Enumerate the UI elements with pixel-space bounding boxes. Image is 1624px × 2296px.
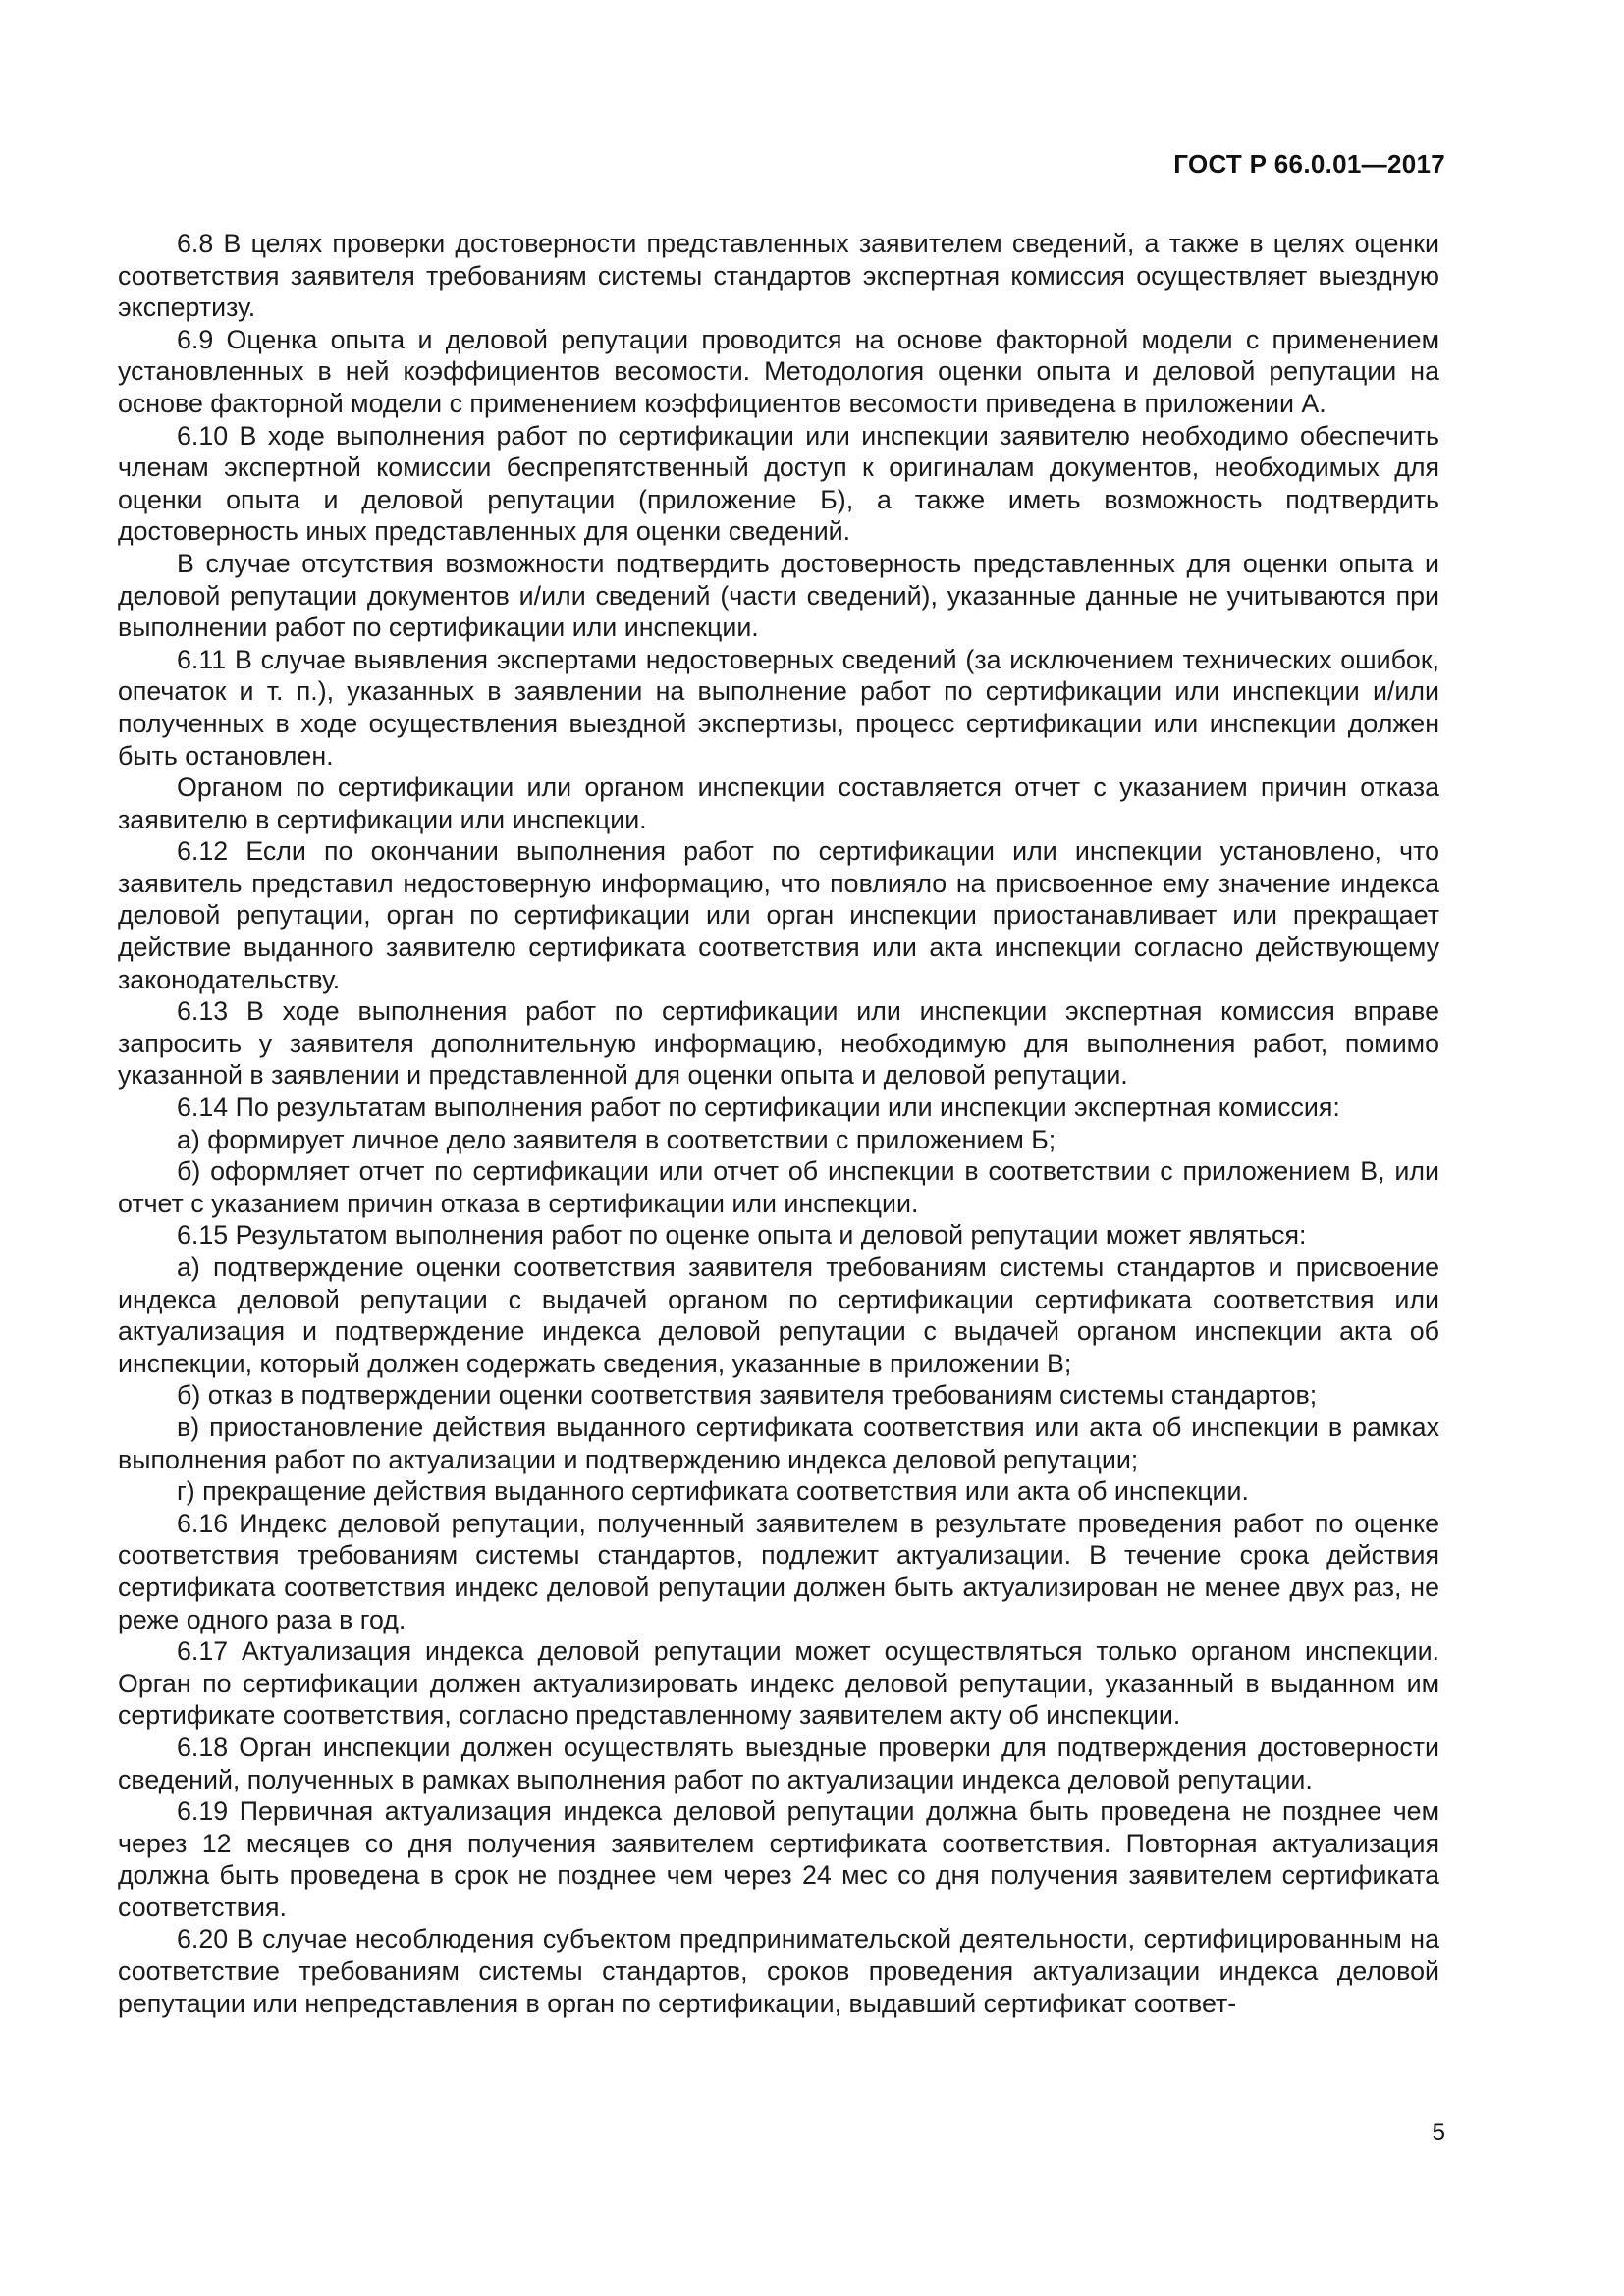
paragraph-6-15: 6.15 Результатом выполнения работ по оценке опыта и деловой репутации может являться: bbox=[177, 1220, 1307, 1251]
paragraph-6-9: 6.9 Оценка опыта и деловой репутации проводится на основе факторной модели с применением установленных в ней коэффициентов весомости. Методология оценки опыта и деловой репутации на основе факторной модели с применением коэффициентов весомости приведена в приложении А. bbox=[118, 324, 1439, 418]
paragraph-6-12: 6.12 Если по окончании выполнения работ по сертификации или инспекции установлено, что заявитель представил недостоверную информацию, что повлияло на присвоенное ему значение индекса деловой репутации, орган по сертификации или орган инспекции приостанавливает или прекращает действие выданного заявителю сертификата соответствия или акта инспекции согласно действующему законодательству. bbox=[118, 836, 1439, 994]
standard-code-header: ГОСТ Р 66.0.01—2017 bbox=[1173, 149, 1445, 179]
paragraph-6-18: 6.18 Орган инспекции должен осуществлять выездные проверки для подтверждения достоверности сведений, полученных в рамках выполнения работ по актуализации индекса деловой репутации. bbox=[118, 1732, 1439, 1794]
paragraph-6-14: 6.14 По результатам выполнения работ по сертификации или инспекции экспертная комиссия: bbox=[177, 1093, 1340, 1123]
list-item-6-15-a: а) подтверждение оценки соответствия заявителя требованиям системы стандартов и присвоение индекса деловой репутации с выдачей органом по сертификации сертификата соответствия или актуализация и подтверждение индекса деловой репутации с выдачей органом инспекции акта об инспекции, который должен содержать сведения, указанные в приложении В; bbox=[118, 1253, 1439, 1378]
paragraph-6-11: 6.11 В случае выявления экспертами недостоверных сведений (за исключением технических ошибок, опечаток и т. п.), указанных в заявлении на выполнение работ по сертификации или инспекции и/или полученных в ходе осуществления выездной экспертизы, процесс сертификации или инспекции должен быть остановлен. bbox=[118, 644, 1439, 771]
paragraph-6-10: 6.10 В ходе выполнения работ по сертификации или инспекции заявителю необходимо обеспечить членам экспертной комиссии беспрепятственный доступ к оригиналам документов, необходимых для оценки опыта и деловой репутации (приложение Б), а также иметь возможность подтвердить достоверность иных представленных для оценки сведений. bbox=[118, 420, 1439, 547]
list-item-6-14-a: а) формирует личное дело заявителя в соответствии с приложением Б; bbox=[177, 1124, 1056, 1154]
paragraph-6-20: 6.20 В случае несоблюдения субъектом предпринимательской деятельности, сертифицированным на соответствие требованиям системы стандартов, сроков проведения актуализации индекса деловой репутации или непредставления в орган по сертификации, выдавший сертификат соответ- bbox=[118, 1924, 1439, 2018]
paragraph-6-19: 6.19 Первичная актуализация индекса деловой репутации должна быть проведена не позднее чем через 12 месяцев со дня получения заявителем сертификата соответствия. Повторная актуализация должна быть проведена в срок не позднее чем через 24 мес со дня получения заявителем сертификата соответствия. bbox=[118, 1796, 1439, 1922]
paragraph-6-17: 6.17 Актуализация индекса деловой репутации может осуществляться только органом инспекции. Орган по сертификации должен актуализировать индекс деловой репутации, указанный в выданном им сертификате соответствия, согласно представленному заявителем акту об инспекции. bbox=[118, 1636, 1439, 1731]
paragraph-6-8: 6.8 В целях проверки достоверности представленных заявителем сведений, а также в целях оценки соответствия заявителя требованиям системы стандартов экспертная комиссия осуществляет выездную экспертизу. bbox=[118, 229, 1439, 323]
paragraph-6-13: 6.13 В ходе выполнения работ по сертификации или инспекции экспертная комиссия вправе запросить у заявителя дополнительную информацию, необходимую для выполнения работ, помимо указанной в заявлении и представленной для оценки опыта и деловой репутации. bbox=[118, 996, 1439, 1091]
page-number: 5 bbox=[1432, 2119, 1445, 2146]
list-item-6-14-b: б) оформляет отчет по сертификации или отчет об инспекции в соответствии с приложением В, или отчет с указанием причин отказа в сертификации или инспекции. bbox=[118, 1156, 1439, 1218]
paragraph-6-16: 6.16 Индекс деловой репутации, полученный заявителем в результате проведения работ по оценке соответствия требованиям системы стандартов, подлежит актуализации. В течение срока действия сертификата соответствия индекс деловой репутации должен быть актуализирован не менее двух раз, не реже одного раза в год. bbox=[118, 1508, 1439, 1634]
list-item-6-15-v: в) приостановление действия выданного сертификата соответствия или акта об инспекции в рамках выполнения работ по актуализации и подтверждению индекса деловой репутации; bbox=[118, 1412, 1439, 1474]
paragraph-6-11-note: Органом по сертификации или органом инспекции составляется отчет с указанием причин отказа заявителю в сертификации или инспекции. bbox=[118, 773, 1439, 834]
document-body bbox=[118, 228, 1439, 2019]
list-item-6-15-b: б) отказ в подтверждении оценки соответствия заявителя требованиям системы стандартов; bbox=[177, 1380, 1318, 1411]
list-item-6-15-g: г) прекращение действия выданного сертификата соответствия или акта об инспекции. bbox=[177, 1476, 1249, 1507]
paragraph-6-10-note: В случае отсутствия возможности подтвердить достоверность представленных для оценки опыта и деловой репутации документов и/или сведений (части сведений), указанные данные не учитываются при выполнении работ по сертификации или инспекции. bbox=[118, 548, 1439, 643]
